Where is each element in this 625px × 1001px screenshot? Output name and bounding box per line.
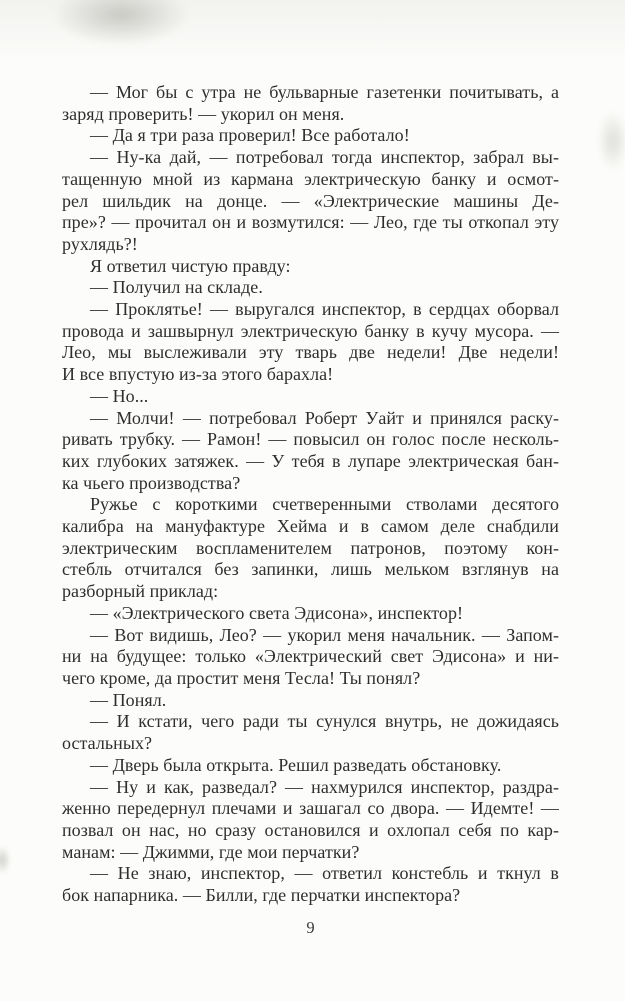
text-line: пре»? — прочитал он и возмутился: — Лео, где ты откопал эту bbox=[62, 212, 559, 233]
text-line: тащенную мной из кармана электрическую банку и осмот- bbox=[62, 168, 559, 189]
text-line: калибра на мануфактуре Хейма и в самом деле снабдили bbox=[62, 516, 559, 537]
text-line: разборный приклад: bbox=[62, 581, 219, 602]
scan-smudge-top-left bbox=[52, 0, 190, 46]
text-line: бок напарника. — Билли, где перчатки инспектора? bbox=[62, 885, 461, 906]
text-line: электрическим воспламенителем патронов, поэтому кон- bbox=[62, 537, 559, 558]
text-line: — Да я три раза проверил! Все работало! bbox=[90, 125, 410, 146]
text-line: — Ну-ка дай, — потребовал тогда инспектор, забрал вы- bbox=[90, 147, 559, 168]
text-line: — И кстати, чего ради ты сунулся внутрь, не дожидаясь bbox=[90, 711, 559, 732]
text-line: — Не знаю, инспектор, — ответил констебль и ткнул в bbox=[90, 863, 559, 884]
page-text bbox=[62, 82, 559, 907]
text-line: Ружье с короткими счетверенными стволами десятого bbox=[90, 494, 559, 515]
text-line: рухлядь?! bbox=[62, 233, 138, 254]
text-line: — Дверь была открыта. Решил разведать обстановку. bbox=[90, 754, 502, 775]
text-line: остальных? bbox=[62, 733, 153, 754]
text-line: манам: — Джимми, где мои перчатки? bbox=[62, 841, 360, 862]
text-line: ривать трубку. — Рамон! — повысил он голос после несколь- bbox=[62, 429, 559, 450]
scan-smudge-right-edge bbox=[597, 110, 625, 172]
text-line: И все впустую из-за этого барахла! bbox=[62, 364, 334, 385]
scan-shading-top bbox=[0, 0, 625, 60]
text-line: ни на будущее: только «Электрический свет Эдисона» и ни- bbox=[62, 646, 559, 667]
text-line: — Понял. bbox=[90, 689, 167, 710]
scan-smudge-left-edge bbox=[0, 846, 11, 874]
text-line: — Проклятье! — выругался инспектор, в сердцах оборвал bbox=[90, 299, 559, 320]
text-line: ких глубоких затяжек. — У тебя в лупаре электрическая бан- bbox=[62, 450, 559, 471]
text-line: чего кроме, да простит меня Тесла! Ты понял? bbox=[62, 667, 421, 688]
text-line: стебль отчитался без запинки, лишь мельком взглянув на bbox=[62, 559, 559, 580]
text-line: заряд проверить! — укорил он меня. bbox=[62, 103, 345, 124]
text-line: Я ответил чистую правду: bbox=[90, 255, 291, 276]
text-line: — Получил на складе. bbox=[90, 277, 263, 298]
text-line: — Вот видишь, Лео? — укорил меня начальник. — Запом- bbox=[90, 624, 559, 645]
text-line: Лео, мы выслеживали эту тварь две недели! Две недели! bbox=[62, 342, 559, 363]
page-number: 9 bbox=[306, 918, 315, 937]
text-line: рел шильдик на донце. — «Электрические машины Де- bbox=[62, 190, 559, 211]
text-line: — «Электрического света Эдисона», инспектор! bbox=[90, 602, 464, 623]
text-line: женно передернул плечами и зашагал со двора. — Идемте! — bbox=[62, 798, 559, 819]
text-line: провода и зашвырнул электрическую банку в кучу мусора. — bbox=[62, 320, 559, 341]
text-line: — Мог бы с утра не бульварные газетенки почитывать, а bbox=[90, 82, 559, 102]
text-line: — Молчи! — потребовал Роберт Уайт и принялся раску- bbox=[90, 407, 559, 428]
text-line: — Но... bbox=[90, 385, 149, 406]
text-line: ка чьего производства? bbox=[62, 472, 241, 493]
text-line: позвал он нас, но сразу остановился и охлопал себя по кар- bbox=[62, 819, 559, 840]
text-line: — Ну и как, разведал? — нахмурился инспектор, раздра- bbox=[90, 776, 559, 797]
